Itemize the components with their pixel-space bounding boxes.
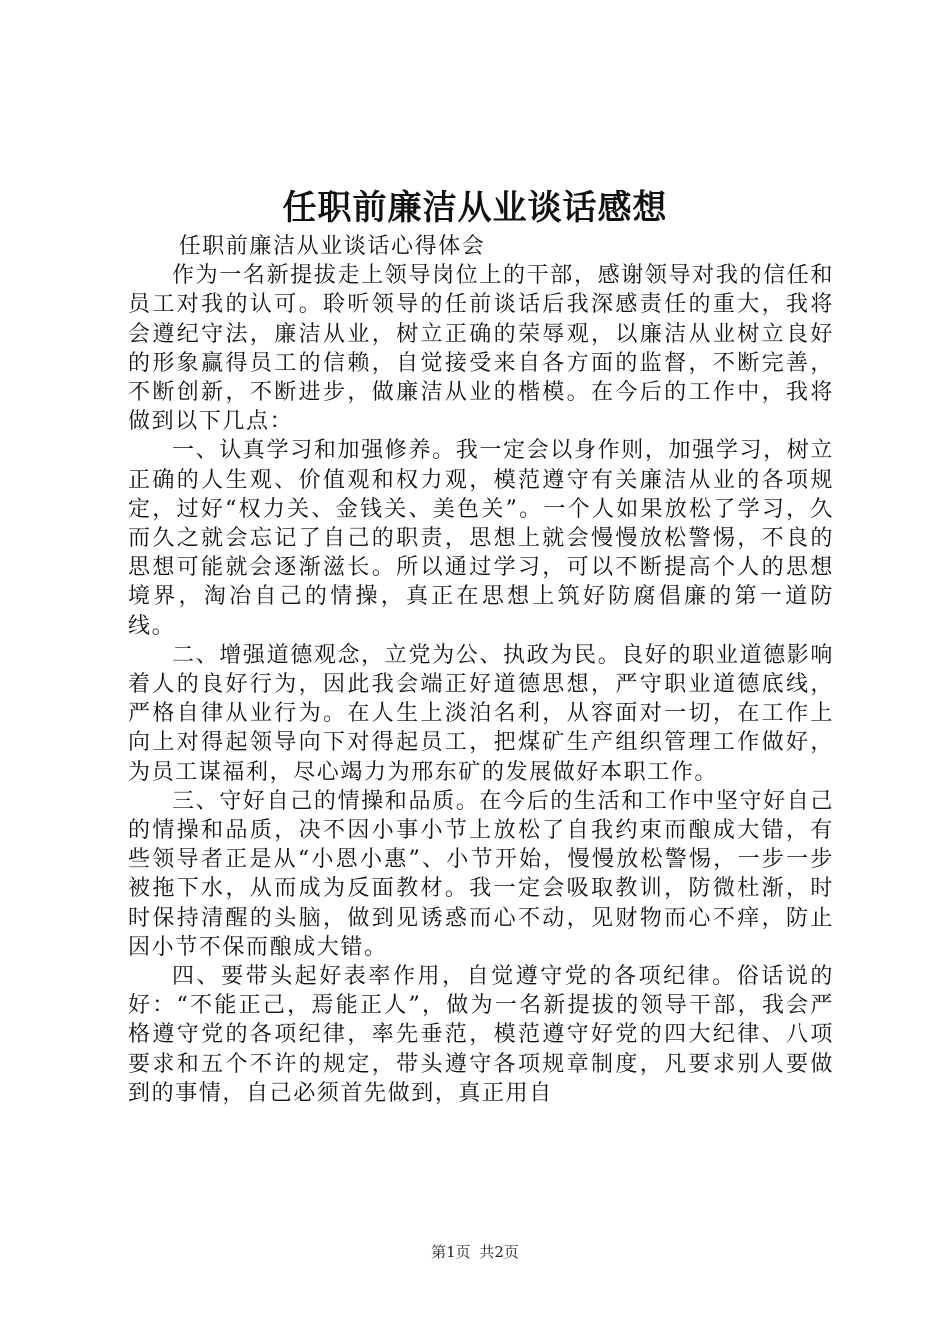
document-title: 任职前廉洁从业谈话感想 bbox=[282, 188, 668, 228]
paragraph-point-3: 三、守好自己的情操和品质。在今后的生活和工作中坚守好自己的情操和品质，决不因小事小节上放松了自我约束而酿成大错，有些领导者正是从“小恩小惠”、小节开始，慢慢放松警惕，一步一步被拖下水，从而成为反面教材。我一定会吸取教训，防微杜渐，时时保持清醒的头脑，做到见诱惑而心不动，见财物而心不痒，防止因小节不保而酿成大错。 bbox=[128, 788, 834, 960]
paragraph-point-2: 二、增强道德观念，立党为公、执政为民。良好的职业道德影响着人的良好行为，因此我会端正好道德思想，严守职业道德底线，严格自律从业行为。在人生上淡泊名利，从容面对一切，在工作上向上对得起领导向下对得起员工，把煤矿生产组织管理工作做好，为员工谋福利，尽心竭力为邢东矿的发展做好本职工作。 bbox=[128, 642, 834, 785]
document-subtitle: 任职前廉洁从业谈话心得体会 bbox=[178, 234, 486, 259]
paragraph-intro: 作为一名新提拔走上领导岗位上的干部，感谢领导对我的信任和员工对我的认可。聆听领导的任前谈话后我深感责任的重大，我将会遵纪守法，廉洁从业，树立正确的荣辱观，以廉洁从业树立良好的形象赢得员工的信赖，自觉接受来自各方面的监督，不断完善，不断创新，不断进步，做廉洁从业的楷模。在今后的工作中，我将做到以下几点： bbox=[128, 263, 834, 435]
page-footer: 第1页 共2页 bbox=[431, 1243, 519, 1261]
paragraph-point-4: 四、要带头起好表率作用，自觉遵守党的各项纪律。俗话说的好：“不能正己，焉能正人”，做为一名新提拔的领导干部，我会严格遵守党的各项纪律，率先垂范，模范遵守好党的四大纪律、八项要求和五个不许的规定，带头遵守各项规章制度，凡要求别人要做到的事情，自己必须首先做到，真正用自 bbox=[128, 964, 834, 1106]
document-body bbox=[128, 232, 834, 1108]
paragraph-point-1: 一、认真学习和加强修养。我一定会以身作则，加强学习，树立正确的人生观、价值观和权力观，模范遵守有关廉洁从业的各项规定，过好“权力关、金钱关、美色关”。一个人如果放松了学习，久而久之就会忘记了自己的职责，思想上就会慢慢放松警惕，不良的思想可能就会逐渐滋长。所以通过学习，可以不断提高个人的思想境界，淘冶自己的情操，真正在思想上筑好防腐倡廉的第一道防线。 bbox=[128, 438, 834, 639]
